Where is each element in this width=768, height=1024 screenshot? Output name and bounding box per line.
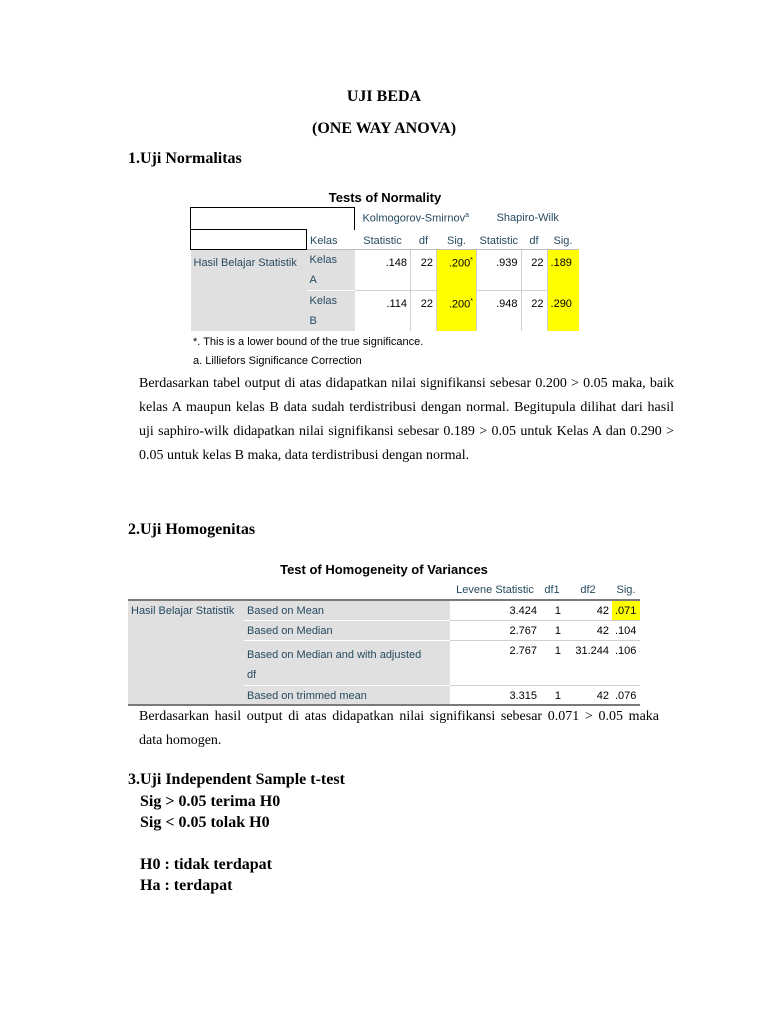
df2-trimmed: 42 [564,685,612,705]
df2-mean: 42 [564,600,612,620]
section-3-title: Uji Independent Sample t-test [140,771,345,788]
ks-sig-header: Sig. [437,230,477,250]
df1-trimmed: 1 [540,685,564,705]
footnote-star: *. This is a lower bound of the true significance. [193,336,424,348]
sw-sig-b: .290 [547,291,579,332]
df1-median: 1 [540,620,564,640]
ks-df-b: 22 [411,291,437,332]
kelas-header: Kelas [307,230,355,250]
sw-df-header: df [521,230,547,250]
sw-sig-header: Sig. [547,230,579,250]
sw-statistic-header: Statistic [477,230,522,250]
sig-header: Sig. [612,581,640,600]
section-1-heading [117,150,242,168]
sw-df-b: 22 [521,291,547,332]
document-subtitle: (ONE WAY ANOVA) [311,120,457,137]
ks-group-header: Kolmogorov-Smirnov$^a$ [362,211,470,225]
table-row [191,250,580,291]
section-3-number: 3. [128,771,140,788]
ks-sig-b: .200* [437,291,477,332]
section-1-number: 1. [128,150,140,167]
corner-cell [128,581,450,600]
homogeneity-table-title: Test of Homogeneity of Variances [280,562,488,577]
levene-trimmed: 3.315 [450,685,540,705]
levene-header: Levene Statistic [450,581,540,600]
based-on-median-label: Based on Median [244,620,450,640]
based-on-median-adjusted-label: Based on Median and with adjusted df [244,640,450,685]
section-1-title: Uji Normalitas [140,150,242,167]
sig-median-adjusted: .106 [612,640,640,685]
row-group-label: Hasil Belajar Statistik [128,600,244,705]
sig-median: .104 [612,620,640,640]
ks-sig-a: .200* [437,250,477,291]
df2-median: 42 [564,620,612,640]
sig-trimmed: .076 [612,685,640,705]
levene-median: 2.767 [450,620,540,640]
normality-table-title: Tests of Normality [328,190,442,205]
hypothesis-h0: H0 : tidak terdapat [140,856,272,873]
based-on-trimmed-mean-label: Based on trimmed mean [244,685,450,705]
section-1-paragraph: Berdasarkan tabel output di atas didapatkan nilai signifikansi sebesar 0.200 > 0.05 maka, baik kelas A maupun kelas B data sudah terdistribusi dengan normal. Begitupula dilihat dari hasil uji saphiro-wilk didapatkan nilai signifikansi sebesar 0.189 > 0.05 untuk Kelas A dan 0.290 > 0.05 untuk kelas B maka, data terdistribusi dengan normal. [139,376,674,463]
ks-df-a: 22 [411,250,437,291]
section-3-heading [117,771,345,789]
document-title: UJI BEDA [346,88,422,105]
sw-sig-a: .189 [547,250,579,291]
df2-median-adjusted: 31.244 [564,640,612,685]
sw-df-a: 22 [521,250,547,291]
levene-mean: 3.424 [450,600,540,620]
based-on-mean-label: Based on Mean [244,600,450,620]
sw-statistic-b: .948 [477,291,522,332]
kelas-b-label: Kelas B [307,291,355,332]
table-row [128,600,640,620]
df1-header: df1 [540,581,564,600]
df2-header: df2 [564,581,612,600]
corner-cell-top [191,208,355,230]
sw-statistic-a: .939 [477,250,522,291]
rule-accept: Sig > 0.05 terima H0 [140,793,281,810]
df1-mean: 1 [540,600,564,620]
df1-median-adjusted: 1 [540,640,564,685]
row-group-label: Hasil Belajar Statistik [191,250,307,332]
levene-median-adjusted: 2.767 [450,640,540,685]
ks-statistic-b: .114 [355,291,411,332]
normality-table [190,207,579,331]
sw-group-header: Shapiro-Wilk [496,211,559,224]
footnote-a: a. Lilliefors Significance Correction [193,355,362,367]
sig-mean: .071 [612,600,640,620]
section-2-heading [117,521,255,539]
ks-statistic-header: Statistic [355,230,411,250]
kelas-a-label: Kelas A [307,250,355,291]
section-2-paragraph: Berdasarkan hasil output di atas didapatkan nilai signifikansi sebesar 0.071 > 0.05 maka data homogen. [139,709,659,748]
ks-statistic-a: .148 [355,250,411,291]
rule-reject: Sig < 0.05 tolak H0 [140,814,270,831]
section-2-number: 2. [128,521,140,538]
ks-df-header: df [411,230,437,250]
section-2-title: Uji Homogenitas [140,521,256,538]
homogeneity-table [128,581,640,706]
hypothesis-ha: Ha : terdapat [140,877,233,894]
corner-cell-bottom [191,230,307,250]
